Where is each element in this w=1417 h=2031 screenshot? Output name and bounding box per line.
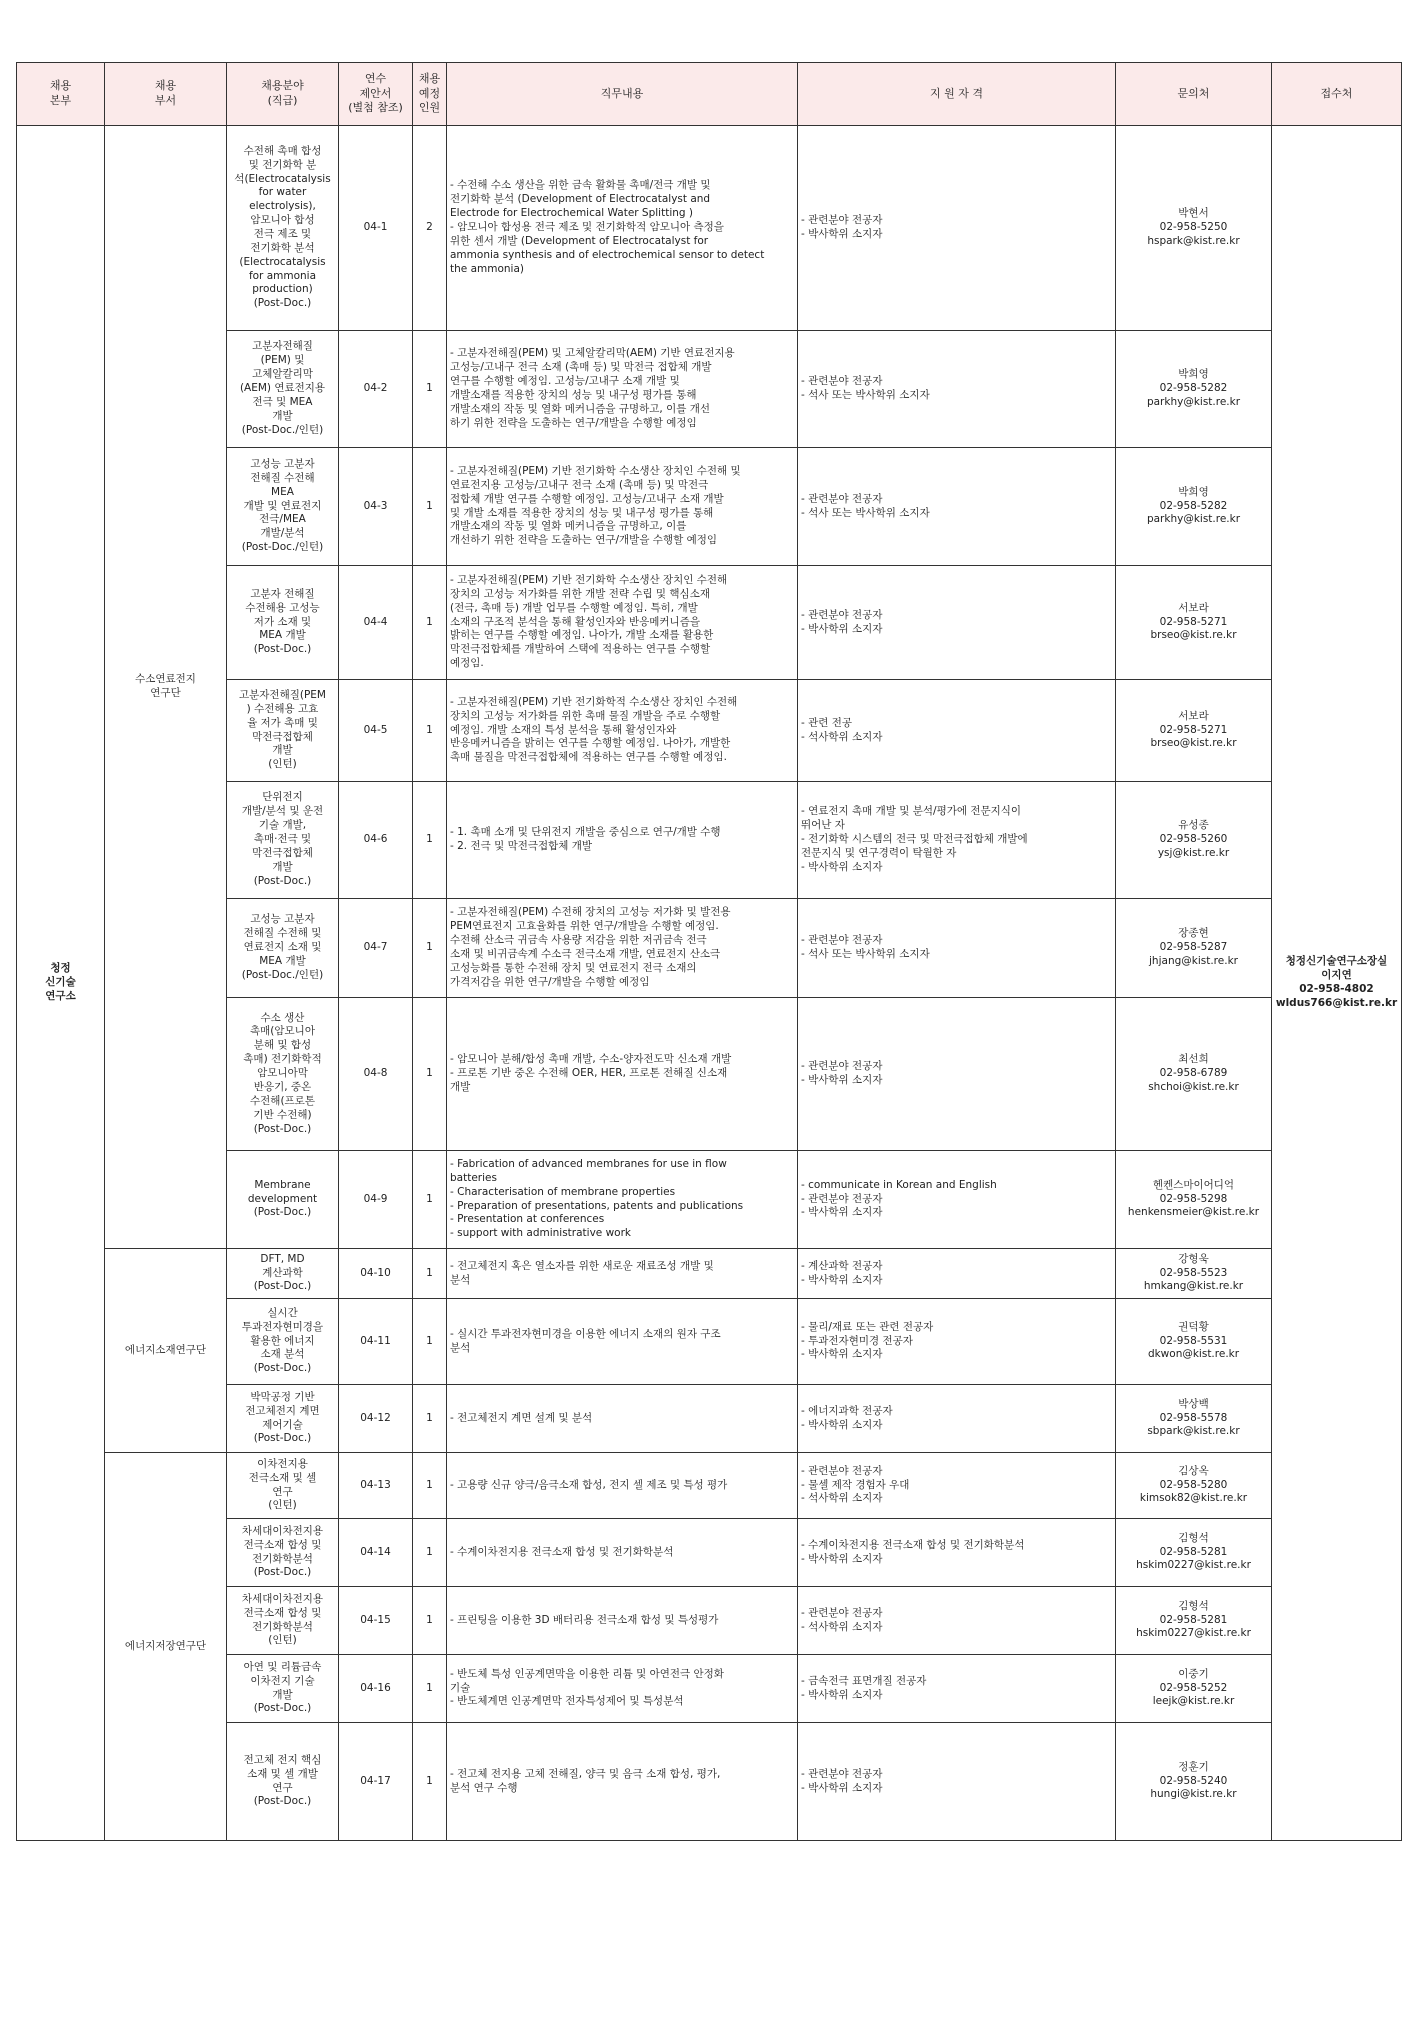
- code-cell: 04-9: [339, 1151, 413, 1249]
- hq-cell: 청정 신기술 연구소: [17, 126, 105, 1841]
- qualification-cell: - 관련분야 전공자 - 박사학위 소지자: [798, 998, 1116, 1151]
- contact-cell: 최선희 02-958-6789 shchoi@kist.re.kr: [1116, 998, 1272, 1151]
- contact-cell: 정훈기 02-958-5240 hungi@kist.re.kr: [1116, 1723, 1272, 1841]
- header-reception: 접수처: [1272, 63, 1402, 126]
- count-cell: 1: [413, 998, 447, 1151]
- code-cell: 04-16: [339, 1655, 413, 1723]
- count-cell: 1: [413, 1151, 447, 1249]
- contact-cell: 김형석 02-958-5281 hskim0227@kist.re.kr: [1116, 1519, 1272, 1587]
- count-cell: 1: [413, 331, 447, 448]
- header-hq: 채용 본부: [17, 63, 105, 126]
- qualification-cell: - communicate in Korean and English - 관련분야 전공자 - 박사학위 소지자: [798, 1151, 1116, 1249]
- duties-cell: - 수계이차전지용 전극소재 합성 및 전기화학분석: [447, 1519, 798, 1587]
- field-cell: 아연 및 리튬금속 이차전지 기술 개발 (Post-Doc.): [227, 1655, 339, 1723]
- count-cell: 1: [413, 1587, 447, 1655]
- code-cell: 04-11: [339, 1299, 413, 1385]
- field-cell: 수전해 촉매 합성 및 전기화학 분 석(Electrocatalysis for water electrolysis), 암모니아 합성 전극 제조 및 전기화학 분석 (Electrocatalysis for ammonia production) (Post-Doc.): [227, 126, 339, 331]
- duties-cell: - 고분자전해질(PEM) 기반 전기화학 수소생산 장치인 수전해 및 연료전지용 고성능/고내구 전극 소재 (촉매 등) 및 막전극 접합체 개발 연구를 수행할 예정임. 고성능/고내구 소재 개발 및 개발 소재를 적용한 장치의 성능 및 내구성 평가를 통해 개발소재의 작동 및 열화 메커니즘을 규명하고, 이를 개선하기 위한 전략을 도출하는 연구/개발을 수행할 예정임: [447, 448, 798, 566]
- duties-cell: - 전고체전지 계면 설계 및 분석: [447, 1385, 798, 1453]
- count-cell: 1: [413, 899, 447, 998]
- header-duties: 직무내용: [447, 63, 798, 126]
- field-cell: 단위전지 개발/분석 및 운전 기술 개발, 촉매·전극 및 막전극접합체 개발 (Post-Doc.): [227, 782, 339, 899]
- code-cell: 04-13: [339, 1453, 413, 1519]
- count-cell: 1: [413, 448, 447, 566]
- code-cell: 04-4: [339, 566, 413, 680]
- contact-cell: 서보라 02-958-5271 brseo@kist.re.kr: [1116, 566, 1272, 680]
- qualification-cell: - 금속전극 표면개질 전공자 - 박사학위 소지자: [798, 1655, 1116, 1723]
- code-cell: 04-2: [339, 331, 413, 448]
- duties-cell: - 실시간 투과전자현미경을 이용한 에너지 소재의 원자 구조 분석: [447, 1299, 798, 1385]
- qualification-cell: - 에너지과학 전공자 - 박사학위 소지자: [798, 1385, 1116, 1453]
- code-cell: 04-6: [339, 782, 413, 899]
- field-cell: 차세대이차전지용 전극소재 합성 및 전기화학분석 (Post-Doc.): [227, 1519, 339, 1587]
- code-cell: 04-5: [339, 680, 413, 782]
- qualification-cell: - 관련분야 전공자 - 박사학위 소지자: [798, 126, 1116, 331]
- header-contact: 문의처: [1116, 63, 1272, 126]
- count-cell: 1: [413, 1385, 447, 1453]
- code-cell: 04-15: [339, 1587, 413, 1655]
- field-cell: 전고체 전지 핵심 소재 및 셀 개발 연구 (Post-Doc.): [227, 1723, 339, 1841]
- duties-cell: - 수전해 수소 생산을 위한 금속 활화물 촉매/전극 개발 및 전기화학 분석 (Development of Electrocatalyst and Electrode for Electrochemical Water Splitting ) - 암모니아 합성용 전극 제조 및 전기화학적 암모니아 측정을 위한 센서 개발 (Development of Electrocatalyst for ammonia synthesis and of electrochemical sensor to detect the ammonia): [447, 126, 798, 331]
- contact-cell: 김상옥 02-958-5280 kimsok82@kist.re.kr: [1116, 1453, 1272, 1519]
- code-cell: 04-10: [339, 1249, 413, 1299]
- contact-cell: 강형욱 02-958-5523 hmkang@kist.re.kr: [1116, 1249, 1272, 1299]
- duties-cell: - 반도체 특성 인공계면막을 이용한 리튬 및 아연전극 안정화 기술 - 반도체계면 인공계면막 전자특성제어 및 특성분석: [447, 1655, 798, 1723]
- code-cell: 04-17: [339, 1723, 413, 1841]
- contact-cell: 김형석 02-958-5281 hskim0227@kist.re.kr: [1116, 1587, 1272, 1655]
- duties-cell: - 전고체 전지용 고체 전해질, 양극 및 음극 소재 합성, 평가, 분석 연구 수행: [447, 1723, 798, 1841]
- code-cell: 04-3: [339, 448, 413, 566]
- duties-cell: - Fabrication of advanced membranes for use in flow batteries - Characterisation of membrane properties - Preparation of presentations, patents and publications - Presentation at conferences - support with administrative work: [447, 1151, 798, 1249]
- recruitment-table: [16, 62, 1402, 1841]
- table-row: [17, 1453, 1402, 1519]
- duties-cell: - 프린팅을 이용한 3D 배터리용 전극소재 합성 및 특성평가: [447, 1587, 798, 1655]
- header-qualifications: 지 원 자 격: [798, 63, 1116, 126]
- qualification-cell: - 관련분야 전공자 - 석사학위 소지자: [798, 1587, 1116, 1655]
- qualification-cell: - 관련분야 전공자 - 석사 또는 박사학위 소지자: [798, 448, 1116, 566]
- qualification-cell: - 관련분야 전공자 - 석사 또는 박사학위 소지자: [798, 899, 1116, 998]
- count-cell: 1: [413, 782, 447, 899]
- qualification-cell: - 수계이차전지용 전극소재 합성 및 전기화학분석 - 박사학위 소지자: [798, 1519, 1116, 1587]
- dept-cell: 에너지저장연구단: [105, 1453, 227, 1841]
- count-cell: 1: [413, 1249, 447, 1299]
- field-cell: 고분자전해질 (PEM) 및 고체알칼리막 (AEM) 연료전지용 전극 및 MEA 개발 (Post-Doc./인턴): [227, 331, 339, 448]
- qualification-cell: - 연료전지 촉매 개발 및 분석/평가에 전문지식이 뛰어난 자 - 전기화학 시스템의 전극 및 막전극접합체 개발에 전문지식 및 연구경력이 탁월한 자 - 박사학위 소지자: [798, 782, 1116, 899]
- qualification-cell: - 물리/재료 또는 관련 전공자 - 투과전자현미경 전공자 - 박사학위 소지자: [798, 1299, 1116, 1385]
- contact-cell: 박상백 02-958-5578 sbpark@kist.re.kr: [1116, 1385, 1272, 1453]
- contact-cell: 박희영 02-958-5282 parkhy@kist.re.kr: [1116, 331, 1272, 448]
- header-field: 채용분야 (직급): [227, 63, 339, 126]
- code-cell: 04-1: [339, 126, 413, 331]
- field-cell: Membrane development (Post-Doc.): [227, 1151, 339, 1249]
- field-cell: 고성능 고분자 전해질 수전해 MEA 개발 및 연료전지 전극/MEA 개발/분석 (Post-Doc./인턴): [227, 448, 339, 566]
- header-dept: 채용 부서: [105, 63, 227, 126]
- qualification-cell: - 관련분야 전공자 - 박사학위 소지자: [798, 1723, 1116, 1841]
- duties-cell: - 전고체전지 혹은 열소자를 위한 새로운 재료조성 개발 및 분석: [447, 1249, 798, 1299]
- count-cell: 1: [413, 566, 447, 680]
- contact-cell: 유성종 02-958-5260 ysj@kist.re.kr: [1116, 782, 1272, 899]
- duties-cell: - 암모니아 분해/합성 촉매 개발, 수소-양자전도막 신소재 개발 - 프로톤 기반 중온 수전해 OER, HER, 프로톤 전해질 신소재 개발: [447, 998, 798, 1151]
- dept-cell: 수소연료전지 연구단: [105, 126, 227, 1249]
- contact-cell: 박현서 02-958-5250 hspark@kist.re.kr: [1116, 126, 1272, 331]
- field-cell: 이차전지용 전극소재 및 셀 연구 (인턴): [227, 1453, 339, 1519]
- count-cell: 2: [413, 126, 447, 331]
- field-cell: 박막공정 기반 전고체전지 계면 제어기술 (Post-Doc.): [227, 1385, 339, 1453]
- contact-cell: 권덕황 02-958-5531 dkwon@kist.re.kr: [1116, 1299, 1272, 1385]
- duties-cell: - 고분자전해질(PEM) 기반 전기화학적 수소생산 장치인 수전해 장치의 고성능 저가화를 위한 촉매 물질 개발을 주로 수행할 예정임. 개발 소재의 특성 분석을 통해 활성인자와 반응메커니즘을 밝히는 연구를 수행할 예정임. 나아가, 개발한 촉매 물질을 막전극접합체에 적용하는 연구를 수행할 예정임.: [447, 680, 798, 782]
- qualification-cell: - 관련분야 전공자 - 박사학위 소지자: [798, 566, 1116, 680]
- count-cell: 1: [413, 1723, 447, 1841]
- qualification-cell: - 관련분야 전공자 - 물셀 제작 경험자 우대 - 석사학위 소지자: [798, 1453, 1116, 1519]
- duties-cell: - 고분자전해질(PEM) 수전해 장치의 고성능 저가화 및 발전용 PEM연료전지 고효율화를 위한 연구/개발을 수행할 예정임. 수전해 산소극 귀금속 사용량 저감을 위한 저귀금속 전극 소재 및 비귀금속계 수소극 전극소재 개발, 연료전지 산소극 고성능화를 통한 수전해 장치 및 연료전지 전극 소재의 가격저감을 위한 연구/개발을 수행할 예정임: [447, 899, 798, 998]
- dept-cell: 에너지소재연구단: [105, 1249, 227, 1453]
- count-cell: 1: [413, 1453, 447, 1519]
- contact-cell: 서보라 02-958-5271 brseo@kist.re.kr: [1116, 680, 1272, 782]
- reception-cell: 청정신기술연구소장실 이지연 02-958-4802 wldus766@kist.re.kr: [1272, 126, 1402, 1841]
- field-cell: 고분자 전해질 수전해용 고성능 저가 소재 및 MEA 개발 (Post-Doc.): [227, 566, 339, 680]
- qualification-cell: - 계산과학 전공자 - 박사학위 소지자: [798, 1249, 1116, 1299]
- count-cell: 1: [413, 1299, 447, 1385]
- field-cell: 실시간 투과전자현미경을 활용한 에너지 소재 분석 (Post-Doc.): [227, 1299, 339, 1385]
- table-row: [17, 126, 1402, 331]
- field-cell: 차세대이차전지용 전극소재 합성 및 전기화학분석 (인턴): [227, 1587, 339, 1655]
- field-cell: 고분자전해질(PEM ) 수전해용 고효 율 저가 촉매 및 막전극접합체 개발 (인턴): [227, 680, 339, 782]
- header-num: 채용 예정 인원: [413, 63, 447, 126]
- field-cell: DFT, MD 계산과학 (Post-Doc.): [227, 1249, 339, 1299]
- count-cell: 1: [413, 1519, 447, 1587]
- contact-cell: 장종현 02-958-5287 jhjang@kist.re.kr: [1116, 899, 1272, 998]
- code-cell: 04-14: [339, 1519, 413, 1587]
- count-cell: 1: [413, 1655, 447, 1723]
- contact-cell: 박희영 02-958-5282 parkhy@kist.re.kr: [1116, 448, 1272, 566]
- code-cell: 04-12: [339, 1385, 413, 1453]
- code-cell: 04-7: [339, 899, 413, 998]
- count-cell: 1: [413, 680, 447, 782]
- header-proposal: 연수 제안서 (별첨 참조): [339, 63, 413, 126]
- duties-cell: - 고분자전해질(PEM) 기반 전기화학 수소생산 장치인 수전해 장치의 고성능 저가화를 위한 개발 전략 수립 및 핵심소재 (전극, 촉매 등) 개발 업무를 수행할 예정임. 특히, 개발 소재의 구조적 분석을 통해 활성인자와 반응메커니즘을 밝히는 연구를 수행할 예정임. 나아가, 개발 소재를 활용한 막전극접합체를 개발하여 스택에 적용하는 연구를 수행할 예정임.: [447, 566, 798, 680]
- table-row: [17, 1249, 1402, 1299]
- duties-cell: - 1. 촉매 소개 및 단위전지 개발을 중심으로 연구/개발 수행 - 2. 전극 및 막전극접합체 개발: [447, 782, 798, 899]
- duties-cell: - 고용량 신규 양극/음극소재 합성, 전지 셀 제조 및 특성 평가: [447, 1453, 798, 1519]
- contact-cell: 헨켄스마이어디억 02-958-5298 henkensmeier@kist.re.kr: [1116, 1151, 1272, 1249]
- code-cell: 04-8: [339, 998, 413, 1151]
- contact-cell: 이중기 02-958-5252 leejk@kist.re.kr: [1116, 1655, 1272, 1723]
- header-row: [17, 63, 1402, 126]
- field-cell: 고성능 고분자 전해질 수전해 및 연료전지 소재 및 MEA 개발 (Post-Doc./인턴): [227, 899, 339, 998]
- duties-cell: - 고분자전해질(PEM) 및 고체알칼리막(AEM) 기반 연료전지용 고성능/고내구 전극 소재 (촉매 등) 및 막전극 접합체 개발 연구를 수행할 예정임. 고성능/고내구 소재 개발 및 개발소재를 적용한 장치의 성능 및 내구성 평가를 통해 개발소재의 작동 및 열화 메커니즘을 규명하고, 이를 개선 하기 위한 전략을 도출하는 연구/개발을 수행할 예정임: [447, 331, 798, 448]
- field-cell: 수소 생산 촉매(암모니아 분해 및 합성 촉매) 전기화학적 암모니아막 반응기, 중온 수전해(프로톤 기반 수전해) (Post-Doc.): [227, 998, 339, 1151]
- qualification-cell: - 관련분야 전공자 - 석사 또는 박사학위 소지자: [798, 331, 1116, 448]
- qualification-cell: - 관련 전공 - 석사학위 소지자: [798, 680, 1116, 782]
